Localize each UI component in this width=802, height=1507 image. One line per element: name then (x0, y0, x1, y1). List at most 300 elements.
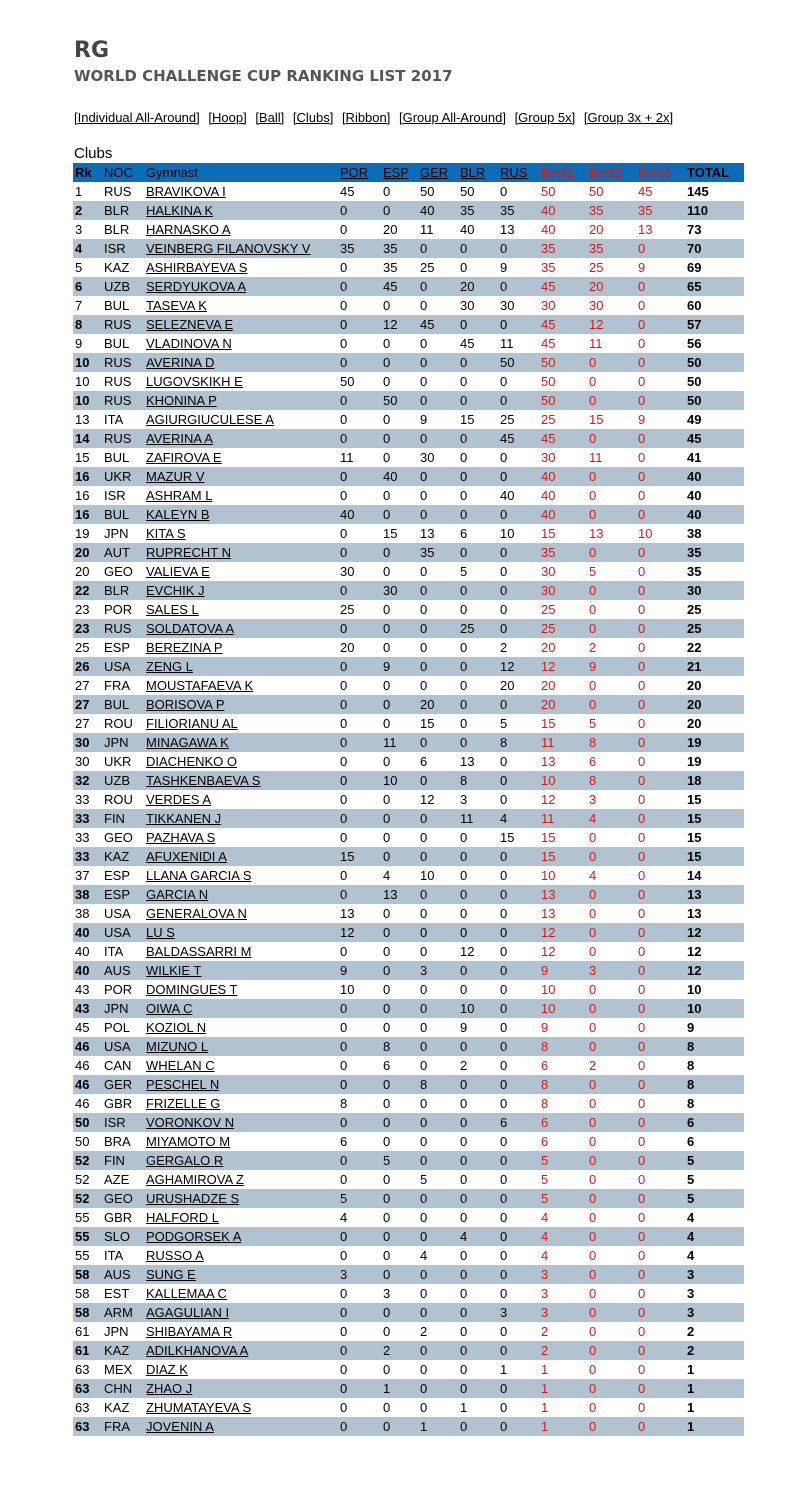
gymnast-link[interactable]: SOLDATOVA A (146, 621, 235, 636)
cell-total: 20 (687, 697, 702, 712)
cell-noc: RUS (104, 393, 132, 408)
gymnast-link[interactable]: DIACHENKO O (146, 754, 238, 769)
gymnast-link[interactable]: AGIURGIUCULESE A (146, 412, 274, 427)
cell-esp: 0 (383, 602, 391, 617)
cell-gymnast (144, 1113, 338, 1132)
cell-best2: 0 (589, 944, 597, 959)
cell-noc: KAZ (104, 849, 130, 864)
table-row (73, 600, 744, 619)
cell-blr: 0 (460, 925, 468, 940)
cell-best1: 40 (541, 507, 556, 522)
cell-rus: 13 (500, 222, 515, 237)
cell-total: 45 (687, 431, 702, 446)
gymnast-link[interactable]: BRAVIKOVA I (146, 184, 226, 199)
cell-rus: 4 (500, 811, 508, 826)
col-link-blr[interactable]: BLR (460, 165, 486, 180)
table-row (73, 429, 744, 448)
cell-gymnast (144, 1246, 338, 1265)
gymnast-link[interactable]: VORONKOV N (146, 1115, 235, 1130)
cell-gymnast (144, 505, 338, 524)
cell-noc: AZE (104, 1172, 130, 1187)
cell-total: 15 (687, 792, 702, 807)
cell-ger: 0 (420, 1096, 428, 1111)
cell-noc: RUS (104, 374, 132, 389)
cell-rus: 10 (500, 526, 515, 541)
cell-total: 56 (687, 336, 702, 351)
cell-esp: 0 (383, 336, 391, 351)
table-row (73, 1037, 744, 1056)
cell-rus: 0 (500, 925, 508, 940)
cell-esp: 0 (383, 1400, 391, 1415)
cell-best1: 6 (541, 1115, 549, 1130)
cell-best1: 15 (541, 716, 556, 731)
table-row (73, 828, 744, 847)
cell-best2: 2 (589, 640, 597, 655)
cell-noc: KAZ (104, 1343, 130, 1358)
cell-blr: 0 (460, 450, 468, 465)
cell-gymnast (144, 220, 338, 239)
cell-best3: 0 (638, 792, 646, 807)
cell-blr: 0 (460, 393, 468, 408)
table-row (73, 771, 744, 790)
cell-blr: 0 (460, 1115, 468, 1130)
gymnast-link[interactable]: LU S (146, 925, 175, 940)
cell-gymnast (144, 1265, 338, 1284)
table-caption: Clubs (74, 145, 113, 162)
cell-total: 41 (687, 450, 702, 465)
table-row (73, 372, 744, 391)
nav-link-hoop[interactable]: [Hoop] (208, 110, 247, 125)
cell-esp: 0 (383, 450, 391, 465)
cell-best3: 13 (638, 222, 653, 237)
cell-best1: 5 (541, 1191, 549, 1206)
cell-por: 0 (340, 1020, 348, 1035)
cell-rus: 0 (500, 697, 508, 712)
cell-gymnast (144, 619, 338, 638)
cell-por: 0 (340, 583, 348, 598)
gymnast-link[interactable]: KALLEMAA C (146, 1286, 227, 1301)
gymnast-link[interactable]: VEINBERG FILANOVSKY V (146, 241, 311, 256)
cell-blr: 0 (460, 1286, 468, 1301)
cell-best2: 0 (589, 887, 597, 902)
cell-rus: 50 (500, 355, 515, 370)
cell-noc: BLR (104, 583, 130, 598)
nav-link-group-3x-2x[interactable]: [Group 3x + 2x] (583, 110, 674, 125)
gymnast-link[interactable]: VLADINOVA N (146, 336, 232, 351)
gymnast-link[interactable]: WHELAN C (146, 1058, 215, 1073)
gymnast-link[interactable]: MIZUNO L (146, 1039, 209, 1054)
gymnast-link[interactable]: BEREZINA P (146, 640, 223, 655)
cell-total: 30 (687, 583, 702, 598)
cell-esp: 5 (383, 1153, 391, 1168)
table-row (73, 1208, 744, 1227)
gymnast-link[interactable]: TASHKENBAEVA S (146, 773, 261, 788)
nav-link-group-all-around[interactable]: [Group All-Around] (398, 110, 506, 125)
cell-gymnast (144, 923, 338, 942)
cell-best3: 9 (638, 412, 646, 427)
cell-rank: 38 (75, 906, 90, 921)
cell-blr: 0 (460, 906, 468, 921)
gymnast-link[interactable]: MIYAMOTO M (146, 1134, 231, 1149)
cell-rank: 33 (75, 811, 90, 826)
gymnast-link[interactable]: ASHRAM L (146, 488, 213, 503)
cell-total: 73 (687, 222, 702, 237)
cell-rank: 40 (75, 963, 90, 978)
cell-gymnast (144, 1056, 338, 1075)
table-row (73, 638, 744, 657)
cell-best2: 3 (589, 963, 597, 978)
gymnast-link[interactable]: MINAGAWA K (146, 735, 229, 750)
cell-blr: 8 (460, 773, 468, 788)
cell-best1: 40 (541, 488, 556, 503)
cell-best2: 0 (589, 1039, 597, 1054)
cell-esp: 0 (383, 203, 391, 218)
cell-total: 19 (687, 735, 702, 750)
cell-por: 0 (340, 868, 348, 883)
cell-esp: 0 (383, 1324, 391, 1339)
cell-total: 35 (687, 564, 702, 579)
cell-total: 1 (687, 1419, 695, 1434)
cell-esp: 0 (383, 488, 391, 503)
cell-noc: RUS (104, 317, 132, 332)
gymnast-link[interactable]: KHONINA P (146, 393, 217, 408)
cell-por: 5 (340, 1191, 348, 1206)
cell-blr: 13 (460, 754, 475, 769)
cell-best3: 0 (638, 488, 646, 503)
cell-best1: 45 (541, 431, 556, 446)
cell-best3: 0 (638, 1001, 646, 1016)
cell-noc: USA (104, 1039, 131, 1054)
cell-rus: 0 (500, 1096, 508, 1111)
cell-noc: AUT (104, 545, 130, 560)
cell-rus: 0 (500, 754, 508, 769)
cell-noc: RUS (104, 184, 132, 199)
gymnast-link[interactable]: AVERINA D (146, 355, 215, 370)
cell-por: 0 (340, 1039, 348, 1054)
cell-por: 0 (340, 336, 348, 351)
gymnast-link[interactable]: PAZHAVA S (146, 830, 216, 845)
cell-por: 0 (340, 1172, 348, 1187)
cell-rus: 0 (500, 906, 508, 921)
cell-blr: 0 (460, 1267, 468, 1282)
cell-best2: 11 (589, 450, 603, 465)
gymnast-link[interactable]: RUSSO A (146, 1248, 204, 1263)
table-row (73, 904, 744, 923)
cell-rus: 0 (500, 450, 508, 465)
cell-best3: 0 (638, 355, 646, 370)
cell-total: 20 (687, 678, 702, 693)
cell-esp: 0 (383, 374, 391, 389)
cell-rank: 14 (75, 431, 90, 446)
cell-noc: BRA (104, 1134, 131, 1149)
gymnast-link[interactable]: GARCIA N (146, 887, 209, 902)
cell-esp: 0 (383, 830, 391, 845)
cell-total: 20 (687, 716, 702, 731)
cell-best1: 3 (541, 1286, 549, 1301)
nav-link-group-5x[interactable]: [Group 5x] (514, 110, 576, 125)
cell-blr: 0 (460, 1077, 468, 1092)
cell-rus: 0 (500, 1191, 508, 1206)
gymnast-link[interactable]: VALIEVA E (146, 564, 210, 579)
cell-por: 0 (340, 1419, 348, 1434)
cell-rank: 8 (75, 317, 83, 332)
table-row (73, 1341, 744, 1360)
gymnast-link[interactable]: JOVENIN A (146, 1419, 214, 1434)
gymnast-link[interactable]: ZENG L (146, 659, 193, 674)
cell-total: 110 (687, 203, 708, 218)
cell-best1: 15 (541, 849, 556, 864)
cell-gymnast (144, 828, 338, 847)
gymnast-link[interactable]: ZAFIROVA E (146, 450, 222, 465)
cell-rus: 0 (500, 1267, 508, 1282)
cell-ger: 0 (420, 355, 428, 370)
col-header-best1: Best1 (541, 165, 575, 180)
cell-blr: 0 (460, 963, 468, 978)
cell-best1: 12 (541, 925, 556, 940)
cell-noc: POR (104, 602, 133, 617)
cell-gymnast (144, 391, 338, 410)
table-row (73, 1094, 744, 1113)
cell-rank: 26 (75, 659, 90, 674)
gymnast-link[interactable]: BALDASSARRI M (146, 944, 252, 959)
table-row (73, 448, 744, 467)
gymnast-link[interactable]: LLANA GARCIA S (146, 868, 252, 883)
gymnast-link[interactable]: ASHIRBAYEVA S (146, 260, 248, 275)
cell-best2: 0 (589, 1248, 597, 1263)
cell-blr: 40 (460, 222, 475, 237)
gymnast-link[interactable]: MAZUR V (146, 469, 205, 484)
cell-noc: UKR (104, 754, 132, 769)
cell-blr: 0 (460, 317, 468, 332)
cell-blr: 0 (460, 260, 468, 275)
cell-rank: 30 (75, 754, 90, 769)
table-row (73, 733, 744, 752)
cell-rank: 58 (75, 1286, 90, 1301)
cell-best3: 0 (638, 621, 646, 636)
cell-noc: FRA (104, 1419, 130, 1434)
cell-noc: FIN (104, 1153, 125, 1168)
gymnast-link[interactable]: RUPRECHT N (146, 545, 231, 560)
gymnast-link[interactable]: HARNASKO A (146, 222, 231, 237)
cell-ger: 0 (420, 1210, 428, 1225)
cell-total: 145 (687, 184, 709, 199)
cell-gymnast (144, 429, 338, 448)
cell-best3: 9 (638, 260, 646, 275)
gymnast-link[interactable]: WILKIE T (146, 963, 202, 978)
cell-esp: 45 (383, 279, 398, 294)
table-row (73, 619, 744, 638)
gymnast-link[interactable]: LUGOVSKIKH E (146, 374, 243, 389)
cell-rank: 63 (75, 1362, 90, 1377)
col-link-por[interactable]: POR (340, 165, 369, 180)
cell-best2: 0 (589, 982, 597, 997)
cell-noc: BLR (104, 222, 130, 237)
gymnast-link[interactable]: GENERALOVA N (146, 906, 247, 921)
gymnast-link[interactable]: GERGALO R (146, 1153, 224, 1168)
gymnast-link[interactable]: DIAZ K (146, 1362, 188, 1377)
cell-noc: GBR (104, 1096, 133, 1111)
cell-total: 5 (687, 1191, 695, 1206)
gymnast-link[interactable]: AFUXENIDI A (146, 849, 227, 864)
cell-gymnast (144, 733, 338, 752)
cell-best2: 0 (589, 849, 597, 864)
nav-link-ball[interactable]: [Ball] (255, 110, 285, 125)
gymnast-link[interactable]: PESCHEL N (146, 1077, 220, 1092)
cell-rus: 5 (500, 716, 508, 731)
cell-por: 8 (340, 1096, 348, 1111)
cell-best3: 0 (638, 982, 646, 997)
gymnast-link[interactable]: SUNG E (146, 1267, 196, 1282)
cell-blr: 45 (460, 336, 475, 351)
page-title: RG (74, 38, 109, 63)
cell-por: 0 (340, 754, 348, 769)
gymnast-link[interactable]: EVCHIK J (146, 583, 205, 598)
col-link-ger[interactable]: GER (420, 165, 449, 180)
cell-rank: 10 (75, 355, 90, 370)
cell-rank: 46 (75, 1039, 90, 1054)
cell-blr: 0 (460, 602, 468, 617)
cell-gymnast (144, 752, 338, 771)
gymnast-link[interactable]: OIWA C (146, 1001, 193, 1016)
cell-por: 0 (340, 412, 348, 427)
cell-best1: 3 (541, 1267, 549, 1282)
gymnast-link[interactable]: TIKKANEN J (146, 811, 222, 826)
cell-noc: POL (104, 1020, 131, 1035)
cell-total: 50 (687, 355, 702, 370)
cell-blr: 4 (460, 1229, 468, 1244)
cell-best2: 3 (589, 792, 597, 807)
cell-gymnast (144, 1208, 338, 1227)
gymnast-link[interactable]: PODGORSEK A (146, 1229, 242, 1244)
cell-blr: 50 (460, 184, 475, 199)
table-row (73, 524, 744, 543)
nav-link-individual-all-around[interactable]: [Individual All-Around] (74, 110, 200, 125)
table-row (73, 1113, 744, 1132)
cell-total: 2 (687, 1324, 695, 1339)
gymnast-link[interactable]: URUSHADZE S (146, 1191, 240, 1206)
cell-rank: 10 (75, 374, 90, 389)
cell-rank: 55 (75, 1229, 90, 1244)
cell-best3: 0 (638, 1362, 646, 1377)
cell-gymnast (144, 1284, 338, 1303)
cell-best3: 0 (638, 1134, 646, 1149)
table-row (73, 1398, 744, 1417)
cell-best1: 11 (541, 811, 555, 826)
gymnast-link[interactable]: ZHUMATAYEVA S (146, 1400, 252, 1415)
cell-best1: 35 (541, 545, 556, 560)
cell-esp: 0 (383, 507, 391, 522)
cell-blr: 0 (460, 1134, 468, 1149)
table-row (73, 239, 744, 258)
cell-blr: 30 (460, 298, 475, 313)
gymnast-link[interactable]: AGHAMIROVA Z (146, 1172, 244, 1187)
cell-best3: 0 (638, 1419, 646, 1434)
cell-best2: 0 (589, 1115, 597, 1130)
gymnast-link[interactable]: HALKINA K (146, 203, 214, 218)
cell-rank: 58 (75, 1267, 90, 1282)
cell-ger: 11 (420, 222, 434, 237)
gymnast-link[interactable]: VERDES A (146, 792, 212, 807)
cell-best2: 15 (589, 412, 604, 427)
cell-ger: 0 (420, 944, 428, 959)
cell-esp: 0 (383, 1096, 391, 1111)
cell-noc: MEX (104, 1362, 133, 1377)
cell-blr: 5 (460, 564, 468, 579)
cell-best3: 0 (638, 1324, 646, 1339)
gymnast-link[interactable]: ZHAO J (146, 1381, 193, 1396)
nav-link-clubs[interactable]: [Clubs] (292, 110, 334, 125)
cell-best2: 35 (589, 203, 604, 218)
gymnast-link[interactable]: TASEVA K (146, 298, 207, 313)
col-link-rus[interactable]: RUS (500, 165, 528, 180)
col-header-best2: Best2 (589, 165, 623, 180)
cell-gymnast (144, 961, 338, 980)
cell-rus: 0 (500, 393, 508, 408)
cell-noc: JPN (104, 1324, 129, 1339)
cell-best1: 3 (541, 1305, 549, 1320)
gymnast-link[interactable]: MOUSTAFAEVA K (146, 678, 254, 693)
cell-rus: 0 (500, 621, 508, 636)
cell-ger: 45 (420, 317, 435, 332)
col-link-esp[interactable]: ESP (383, 165, 410, 180)
cell-rank: 43 (75, 982, 90, 997)
cell-esp: 0 (383, 697, 391, 712)
gymnast-link[interactable]: FRIZELLE G (146, 1096, 221, 1111)
cell-por: 12 (340, 925, 355, 940)
cell-ger: 40 (420, 203, 435, 218)
gymnast-link[interactable]: DOMINGUES T (146, 982, 238, 997)
gymnast-link[interactable]: AVERINA A (146, 431, 213, 446)
cell-rus: 0 (500, 1343, 508, 1358)
cell-best1: 20 (541, 697, 556, 712)
gymnast-link[interactable]: AGAGULIAN I (146, 1305, 230, 1320)
gymnast-link[interactable]: FILIORIANU AL (146, 716, 238, 731)
cell-best3: 0 (638, 925, 646, 940)
cell-best1: 13 (541, 754, 556, 769)
cell-esp: 0 (383, 1362, 391, 1377)
gymnast-link[interactable]: KITA S (146, 526, 186, 541)
cell-esp: 0 (383, 678, 391, 693)
cell-best2: 0 (589, 469, 597, 484)
table-row (73, 923, 744, 942)
cell-rank: 7 (75, 298, 83, 313)
gymnast-link[interactable]: SALES L (146, 602, 199, 617)
gymnast-link[interactable]: HALFORD L (146, 1210, 219, 1225)
nav-link-ribbon[interactable]: [Ribbon] (341, 110, 391, 125)
gymnast-link[interactable]: SERDYUKOVA A (146, 279, 247, 294)
cell-total: 8 (687, 1039, 695, 1054)
cell-por: 0 (340, 621, 348, 636)
gymnast-link[interactable]: SHIBAYAMA R (146, 1324, 233, 1339)
cell-noc: BUL (104, 507, 130, 522)
gymnast-link[interactable]: BORISOVA P (146, 697, 225, 712)
cell-total: 15 (687, 849, 702, 864)
cell-best1: 45 (541, 279, 556, 294)
cell-ger: 0 (420, 393, 428, 408)
gymnast-link[interactable]: KOZIOL N (146, 1020, 207, 1035)
cell-ger: 0 (420, 1267, 428, 1282)
cell-por: 0 (340, 716, 348, 731)
cell-blr: 35 (460, 203, 475, 218)
gymnast-link[interactable]: SELEZNEVA E (146, 317, 234, 332)
cell-total: 3 (687, 1286, 695, 1301)
cell-blr: 0 (460, 1324, 468, 1339)
cell-esp: 0 (383, 1229, 391, 1244)
gymnast-link[interactable]: KALEYN B (146, 507, 210, 522)
cell-best3: 0 (638, 1115, 646, 1130)
cell-por: 9 (340, 963, 348, 978)
gymnast-link[interactable]: ADILKHANOVA A (146, 1343, 249, 1358)
